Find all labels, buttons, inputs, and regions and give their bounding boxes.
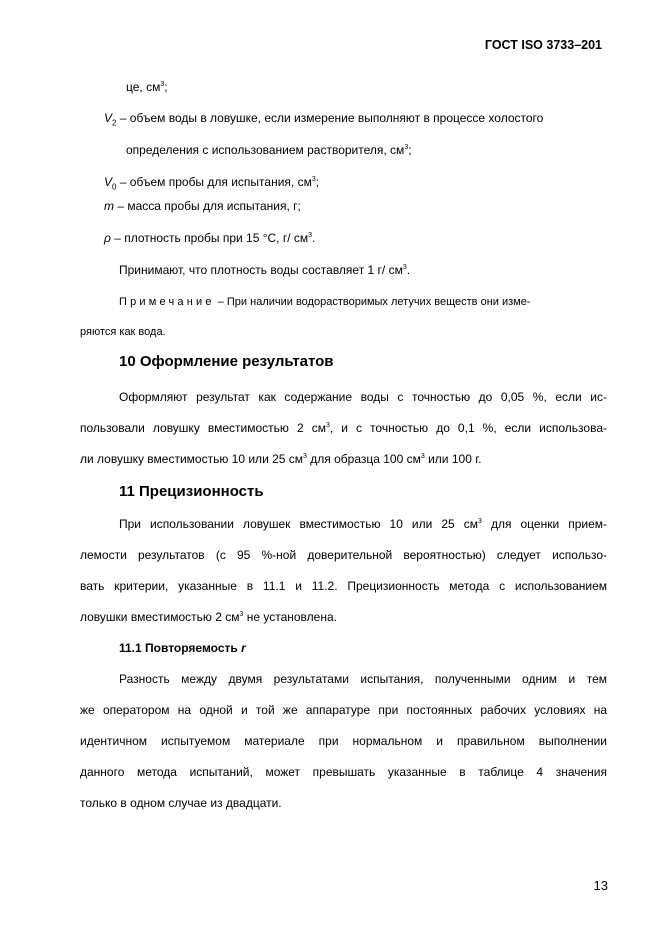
section-10-line-2: пользовали ловушку вместимостью 2 $см^3$, и с точностью до 0,1 %, если использова- (80, 421, 607, 435)
section-11-line-4: ловушки вместимостью 2 $см^3$ не установлена. (80, 610, 337, 624)
definition-v2-continuation: определения с использованием растворителя, $см^3$; (126, 143, 412, 157)
section-10-line-1: Оформляют результат как содержание воды с точностью до 0,05 %, если ис- (119, 390, 607, 404)
document-id: ГОСТ ISO 3733–201 (484, 38, 602, 52)
note-line-1: Примечание – При наличии водорастворимых летучих веществ они изме- (119, 296, 531, 308)
note-label: Примечание (119, 296, 215, 308)
note-line-2: ряются как вода. (80, 326, 166, 338)
definition-m: m – масса пробы для испытания, г; (104, 199, 301, 213)
section-11-1-line-3: идентичном испытуемом материале при нормальном и правильном выполнении (80, 734, 607, 748)
section-11-1-heading: 11.1 Повторяемость r (119, 641, 246, 655)
definition-v2: $V_2$ – объем воды в ловушке, если измерение выполняют в процессе холостого (104, 111, 544, 128)
section-11-line-1: При использовании ловушек вместимостью 10 или 25 $см^3$ для оценки прием- (119, 517, 607, 531)
section-11-line-3: вать критерии, указанные в 11.1 и 11.2. Прецизионность метода с использованием (80, 579, 607, 593)
section-11-heading: 11 Прецизионность (119, 483, 264, 500)
section-10-line-3: ли ловушку вместимостью 10 или 25 $см^3$ для образца 100 $см^3$ или 100 г. (80, 452, 482, 466)
section-10-heading: 10 Оформление результатов (119, 353, 334, 370)
section-11-1-line-2: же оператором на одной и той же аппаратуре при постоянных рабочих условиях на (80, 703, 607, 717)
definition-rho: ρ – плотность пробы при 15 °C, г/ $см^3$. (104, 231, 316, 245)
definition-v0: $V_0$ – объем пробы для испытания, $см^3$; (104, 175, 320, 192)
section-11-line-2: лемости результатов (с 95 %-ной доверительной вероятностью) следует использо- (80, 548, 607, 562)
section-11-1-line-4: данного метода испытаний, может превышать указанные в таблице 4 значения (80, 765, 607, 779)
definition-continuation: це, $см^3$; (126, 80, 168, 94)
section-11-1-line-5: только в одном случае из двадцати. (80, 796, 282, 810)
page-number: 13 (593, 878, 608, 893)
water-density-statement: Принимают, что плотность воды составляет 1 г/ $см^3$. (119, 263, 411, 277)
section-11-1-line-1: Разность между двумя результатами испытания, полученными одним и тем (119, 672, 607, 686)
